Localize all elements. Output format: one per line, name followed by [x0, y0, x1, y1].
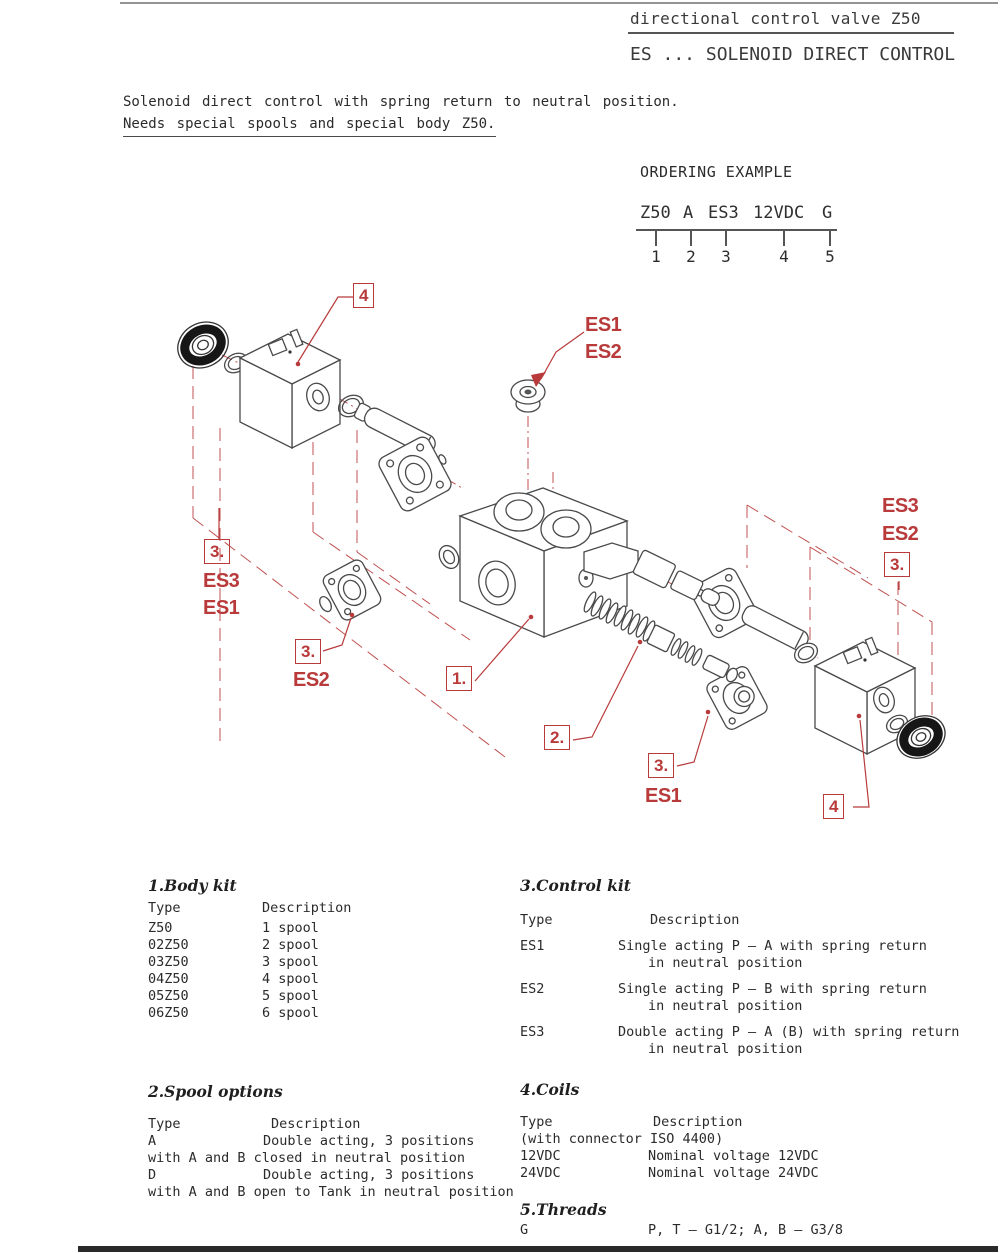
- parts-lineart: [170, 313, 953, 766]
- label-kit-left-es1: ES1: [203, 597, 240, 619]
- control-kit-title: 3.Control kit: [520, 876, 631, 895]
- code-digit-4: 4: [779, 247, 789, 266]
- label-kit-right-es3: ES3: [882, 495, 919, 517]
- code-part-thread: G: [822, 203, 833, 223]
- table-row: Z50 1 spool: [148, 920, 319, 936]
- label-body-num: 1.: [446, 666, 472, 691]
- control-kit-rows: [520, 938, 990, 1067]
- code-part-voltage: 12VDC: [753, 203, 805, 223]
- table-row: 24VDC Nominal voltage 24VDC: [520, 1165, 819, 1181]
- label-kit-left-es3: ES3: [203, 570, 240, 592]
- table-row: 02Z50 2 spool: [148, 937, 319, 953]
- body-kit-rows: [148, 920, 478, 1022]
- spool-options-header: [148, 1116, 528, 1133]
- col-desc: Description: [271, 1116, 361, 1132]
- flange-plate-es2: [309, 558, 383, 629]
- coils-title: 4.Coils: [520, 1080, 580, 1099]
- table-row: 12VDC Nominal voltage 12VDC: [520, 1148, 819, 1164]
- threads-title: 5.Threads: [520, 1200, 607, 1219]
- label-kit-bottom-es1: ES1: [645, 785, 682, 807]
- body-kit-title: 1.Body kit: [148, 876, 237, 895]
- label-kit-mid-num: 3.: [295, 639, 321, 664]
- col-desc: Description: [653, 1114, 743, 1130]
- col-type: Type: [148, 1116, 181, 1132]
- threads-row: G P, T – G1/2; A, B – G3/8: [520, 1222, 844, 1238]
- code-digit-3: 3: [721, 247, 731, 266]
- code-part-spool: A: [683, 203, 694, 223]
- table-row: D Double acting, 3 positions with A and B open to Tank in neutral position: [148, 1167, 514, 1200]
- col-desc: Description: [650, 912, 740, 928]
- code-part-control: ES3: [708, 203, 739, 223]
- table-row: 03Z50 3 spool: [148, 954, 319, 970]
- code-digit-2: 2: [686, 247, 696, 266]
- label-kit-bottom-num: 3.: [648, 753, 674, 778]
- code-digit-5: 5: [825, 247, 835, 266]
- spool-options-title: 2.Spool options: [148, 1082, 283, 1101]
- col-type: Type: [520, 1114, 553, 1130]
- intro-line2: Needs special spools and special body Z50.: [123, 113, 496, 137]
- col-type: Type: [148, 900, 181, 916]
- code-digit-1: 1: [651, 247, 661, 266]
- table-row: A Double acting, 3 positions with A and B closed in neutral position: [148, 1133, 475, 1166]
- label-plug-es2: ES2: [585, 341, 622, 363]
- label-coil-right: 4: [823, 794, 844, 819]
- page-title: directional control valve Z50: [630, 9, 921, 28]
- flange-plate-1: [376, 432, 459, 514]
- code-part-body: Z50: [640, 203, 671, 223]
- label-coil-left: 4: [353, 283, 374, 308]
- spool-options-rows: [148, 1133, 538, 1201]
- table-row: ES1 Single acting P – A with spring return in neutral position: [520, 938, 927, 971]
- solenoid-coil-left: [240, 329, 340, 448]
- col-desc: Description: [262, 900, 352, 916]
- label-plug-es1: ES1: [585, 314, 622, 336]
- bottom-rule: [78, 1246, 998, 1252]
- plug-cap: [511, 380, 545, 412]
- label-spool-num: 2.: [544, 725, 570, 750]
- label-kit-left-num: 3.: [204, 539, 230, 564]
- label-kit-right-num: 3.: [884, 552, 910, 577]
- table-row: 04Z50 4 spool: [148, 971, 319, 987]
- coils-note: (with connector ISO 4400): [520, 1131, 724, 1147]
- label-kit-mid-es2: ES2: [293, 669, 330, 691]
- intro-line1: Solenoid direct control with spring return to neutral position.: [123, 94, 679, 110]
- table-row: ES2 Single acting P – B with spring return in neutral position: [520, 981, 927, 1014]
- table-row: 05Z50 5 spool: [148, 988, 319, 1004]
- coils-header: [520, 1114, 980, 1131]
- control-kit-header: [520, 912, 980, 929]
- page-subtitle: ES ... SOLENOID DIRECT CONTROL: [630, 44, 956, 65]
- body-kit-header: [148, 900, 478, 917]
- col-type: Type: [520, 912, 553, 928]
- label-kit-right-es2: ES2: [882, 523, 919, 545]
- table-row: ES3 Double acting P – A (B) with spring return in neutral position: [520, 1024, 960, 1057]
- ordering-heading: ORDERING EXAMPLE: [640, 163, 793, 181]
- flange-plate-right-upper: [688, 566, 759, 641]
- table-row: 06Z50 6 spool: [148, 1005, 319, 1021]
- coils-rows: [520, 1148, 980, 1182]
- knurled-cap-left: [170, 313, 237, 376]
